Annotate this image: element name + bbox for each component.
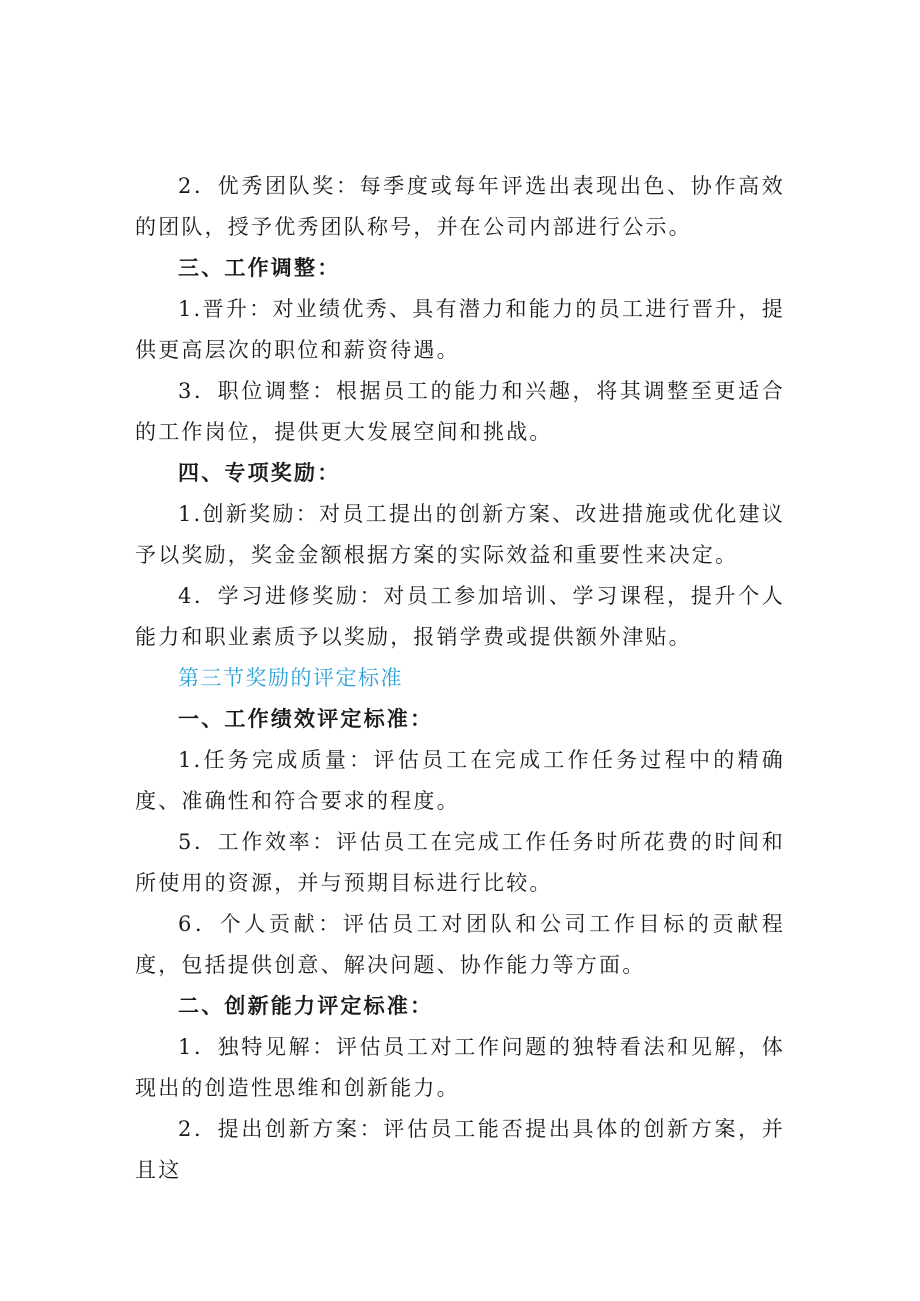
para-personal-contribution: 6．个人贡献：评估员工对团队和公司工作目标的贡献程度，包括提供创意、解决问题、协作能力等方面。 xyxy=(135,912,785,977)
para-innovation-reward: 1.创新奖励：对员工提出的创新方案、改进措施或优化建议予以奖励，奖金金额根据方案的实际效益和重要性来决定。 xyxy=(135,502,785,567)
heading-innovation-standards: 二、创新能力评定标准： xyxy=(178,994,434,1018)
heading-work-adjustment: 三、工作调整： xyxy=(178,256,341,280)
para-excellent-team-award: 2．优秀团队奖：每季度或每年评选出表现出色、协作高效的团队，授予优秀团队称号，并在公司内部进行公示。 xyxy=(135,174,785,239)
heading-special-rewards: 四、专项奖励： xyxy=(178,461,341,485)
para-unique-insight: 1．独特见解：评估员工对工作问题的独特看法和见解，体现出的创造性思维和创新能力。 xyxy=(135,1035,785,1100)
section-title-evaluation-standards: 第三节奖励的评定标准 xyxy=(178,666,403,690)
para-propose-innovation: 2．提出创新方案：评估员工能否提出具体的创新方案，并且这 xyxy=(135,1117,785,1182)
document-body xyxy=(135,166,785,1191)
para-work-efficiency: 5．工作效率：评估员工在完成工作任务时所花费的时间和所使用的资源，并与预期目标进行比较。 xyxy=(135,830,785,895)
para-promotion: 1.晋升：对业绩优秀、具有潜力和能力的员工进行晋升，提供更高层次的职位和薪资待遇。 xyxy=(135,297,785,362)
para-position-adjustment: 3．职位调整：根据员工的能力和兴趣，将其调整至更适合的工作岗位，提供更大发展空间和挑战。 xyxy=(135,379,785,444)
para-study-reward: 4．学习进修奖励：对员工参加培训、学习课程，提升个人能力和职业素质予以奖励，报销学费或提供额外津贴。 xyxy=(135,584,785,649)
heading-performance-standards: 一、工作绩效评定标准： xyxy=(178,707,434,731)
para-task-quality: 1.任务完成质量：评估员工在完成工作任务过程中的精确度、准确性和符合要求的程度。 xyxy=(135,748,785,813)
